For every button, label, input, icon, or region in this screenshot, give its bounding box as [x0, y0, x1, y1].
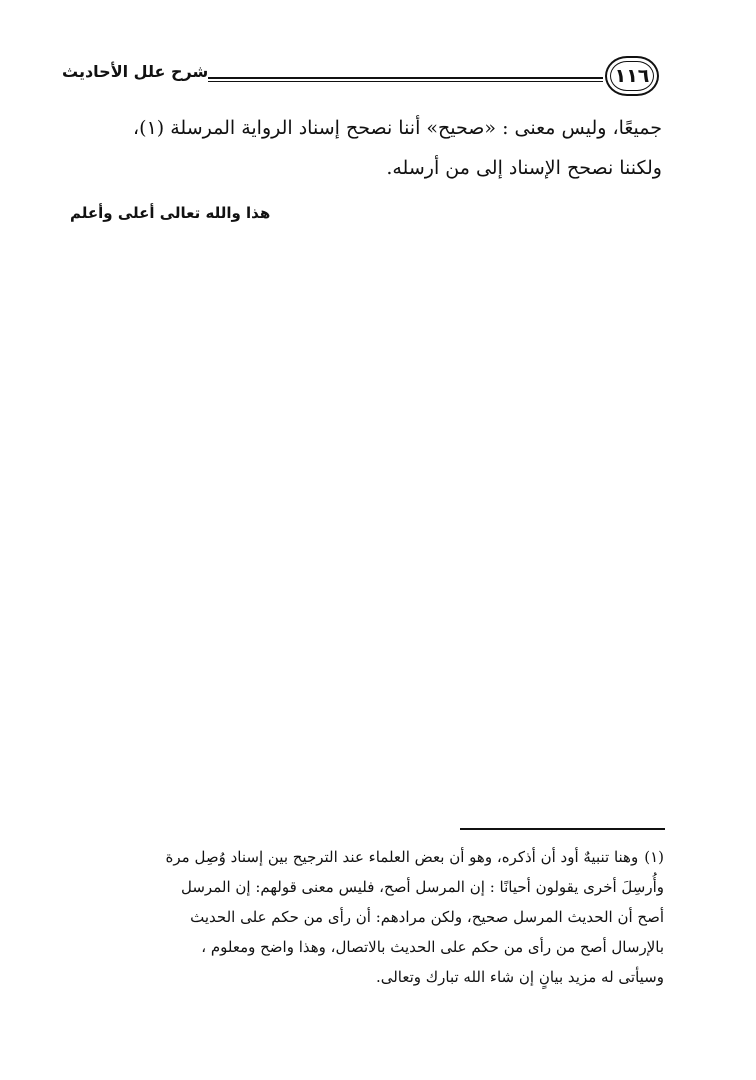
header-rule — [208, 77, 603, 79]
page-header — [62, 52, 662, 96]
closing-phrase: هذا والله تعالى أعلى وأعلم — [70, 204, 271, 222]
page-number-badge — [605, 56, 659, 96]
footnote-line: أصح أن الحديث المرسل صحيح، ولكن مرادهم: أن رأى من حكم على الحديث — [190, 908, 664, 926]
footnote-line — [72, 842, 664, 872]
footnote-line: بالإرسال أصح من رأى من حكم على الحديث بالاتصال، وهذا واضح ومعلوم ، — [201, 938, 664, 956]
main-text — [70, 108, 662, 188]
running-title: شرح علل الأحاديث — [62, 62, 209, 81]
page-number: ١١٦ — [614, 65, 650, 87]
footnote — [72, 842, 664, 992]
footnote-line: وسيأتى له مزيد بيانٍ إن شاء الله تبارك وتعالى. — [375, 968, 664, 986]
footnote-first-line: وهنا تنبيهٌ أود أن أذكره، وهو أن بعض العلماء عند الترجيح بين إسناد وُصِل مرة — [165, 848, 639, 866]
footnote-separator — [460, 828, 665, 830]
text-line: ولكننا نصحح الإسناد إلى من أرسله. — [386, 157, 662, 179]
text-line: جميعًا، وليس معنى : «صحيح» أننا نصحح إسناد الرواية المرسلة (١)، — [133, 117, 662, 139]
footnote-line: وأُرسِلَ أخرى يقولون أحيانًا : إن المرسل أصح، فليس معنى قولهم: إن المرسل — [181, 878, 664, 896]
footnote-marker: (١) — [644, 848, 664, 866]
